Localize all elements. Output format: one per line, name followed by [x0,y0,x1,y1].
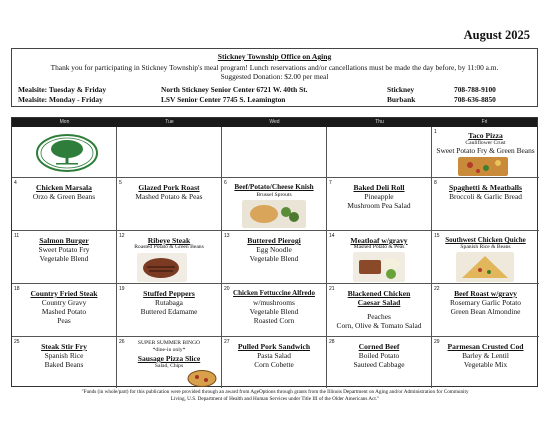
meal-side: Sweet Potato Fry & Green Beans [436,146,535,155]
calendar-day-cell [327,337,432,388]
calendar-day-cell [117,231,222,284]
calendar-day-cell [432,284,539,337]
day-number: 4 [14,180,17,186]
calendar-cell-empty [117,127,222,178]
mealsite-phone: 708-788-9100 [454,85,496,94]
meal-title: Stuffed Peppers [143,289,195,298]
meal-title: Southwest Chicken Quiche [445,236,526,244]
calendar-day-cell [117,178,222,231]
meal-note: Mashed Potato & Peas [353,244,405,250]
day-number: 1 [434,129,437,135]
meal-note: Spanish Rice & Beans [460,244,511,250]
weekday-mon: Mon [59,119,70,125]
meal-side: Barley & Lentil [462,351,509,360]
calendar-day-cell [117,284,222,337]
taco-pizza-photo [458,157,508,176]
meatloaf-photo [353,252,405,282]
calendar-day-cell [222,231,327,284]
calendar-day-cell [12,337,117,388]
meal-side: Peas [57,316,71,325]
mealsite-town: Burbank [387,95,416,104]
calendar-day-cell [432,231,539,284]
meal-side: Boiled Potato [358,351,400,360]
meal-title-line2: Caesar Salad [357,298,401,307]
calendar-cell-empty [222,127,327,178]
meal-side: Sweet Potato Fry [38,245,90,254]
meal-side: Corn Cobette [254,360,294,369]
township-logo [36,134,98,172]
meal-side: Rosemary Garlic Potato [449,298,522,307]
day-number: 21 [329,286,335,292]
day-number: 27 [224,339,230,345]
weekday-tue: Tue [165,119,174,125]
calendar-cell-empty [327,127,432,178]
day-number: 20 [224,286,230,292]
meal-title: Chicken Marsala [36,183,92,192]
meal-side: Broccoli & Garlic Bread [449,192,522,201]
meal-title: Sausage Pizza Slice [137,354,201,363]
quiche-photo [456,252,514,282]
footnote-line: "Funds (in whole/part) for this publication were provided through an award from AgeOptions through grants from the Illinois Department on Aging and/or Administration for Community [81,389,469,395]
meal-side: Vegetable Blend [249,254,299,263]
meal-title: Taco Pizza [468,131,503,140]
day-number: 12 [119,233,125,239]
weekday-wed: Wed [269,119,280,125]
month-title: August 2025 [463,28,530,42]
info-box [11,48,538,107]
dine-in-note: *dine-in only* [152,347,186,353]
meal-title: Pulled Pork Sandwich [237,342,311,351]
meal-side: Rutabaga [155,298,183,307]
meal-side: Corn, Olive & Tomato Salad [336,321,422,330]
meal-title: Meatloaf w/gravy [350,236,408,245]
calendar-day-cell [117,337,222,388]
calendar-day-cell [432,337,539,388]
mealsite-town: Stickney [387,85,415,94]
calendar-day-cell [327,231,432,284]
calendar-cell-empty [12,127,117,178]
calendar-day-cell [327,178,432,231]
meal-side: Mushroom Pea Salad [347,201,411,210]
day-number: 22 [434,286,440,292]
weekday-fri: Fri [481,119,488,125]
meal-side: Sauteed Cabbage [353,360,405,369]
meal-side: Country Gravy [41,298,87,307]
meal-side: Green Bean Almondine [450,307,521,316]
meal-side: Baked Beans [44,360,84,369]
calendar-day-cell [432,178,539,231]
weekday-header [12,118,537,127]
calendar-day-cell [432,127,539,178]
pizza-slice-photo [187,370,217,387]
knish-photo [242,200,306,228]
mealsite-phone: 708-636-8850 [454,95,496,104]
meal-title: Chicken Fettuccine Alfredo [233,289,315,297]
day-number: 18 [14,286,20,292]
day-number: 13 [224,233,230,239]
meal-side: Spanish Rice [44,351,84,360]
meal-side: Vegetable Blend [39,254,89,263]
menu-calendar [11,117,538,387]
meal-side: w/mushrooms [253,298,295,307]
funding-footnote [20,389,530,402]
meal-title: Baked Deli Roll [353,183,405,192]
day-number: 28 [329,339,335,345]
ribeye-photo [137,253,187,282]
day-number: 7 [329,180,332,186]
meal-title: Glazed Pork Roast [138,183,200,192]
calendar-day-cell [12,231,117,284]
calendar-day-cell [327,284,432,337]
meal-side: Orzo & Green Beans [32,192,96,201]
meal-note: Salad, Chips [154,363,184,369]
meal-title: Beef/Potato/Cheese Knish [234,183,314,191]
intro-text: Thank you for participating in Stickney Township's meal program! Lunch reservations and/or cancellations must be made the day before, by 11:00 a.m. [50,63,499,72]
meal-side: Peaches [367,312,391,321]
day-number: 6 [224,180,227,186]
day-number: 29 [434,339,440,345]
mealsite-schedule: Mealsite: Monday - Friday [18,95,103,104]
meal-side: Vegetable Blend [249,307,299,316]
day-number: 26 [119,339,125,345]
bingo-banner: SUPER SUMMER BINGO [137,340,201,346]
meal-side: Vegetable Mix [463,360,508,369]
meal-title: Country Fried Steak [30,289,98,298]
meal-title: Blackened Chicken [347,289,411,298]
calendar-day-cell [12,178,117,231]
day-number: 19 [119,286,125,292]
meal-note: Brussel Sprouts [256,192,292,198]
meal-title: Steak Stir Fry [41,342,87,351]
meal-title: Salmon Burger [39,236,89,245]
calendar-day-cell [222,337,327,388]
meal-side: Roasted Corn [253,316,295,325]
day-number: 5 [119,180,122,186]
meal-note: Roasted Potato & Green Beans [134,244,204,250]
mealsite-center: North Stickney Senior Center 6721 W. 40th St. [161,85,308,94]
weekday-thu: Thu [375,119,384,125]
meal-side: Buttered Edamame [140,307,198,316]
meal-side: Egg Noodle [256,245,292,254]
meal-title: Spaghetti & Meatballs [449,183,522,192]
mealsite-schedule: Mealsite: Tuesday & Friday [18,85,107,94]
meal-side: Pineapple [364,192,394,201]
meal-title: Corned Beef [358,342,400,351]
day-number: 14 [329,233,335,239]
footnote-line: Living, U.S. Department of Health and Human Services under Title III of the Older Americans Act." [170,395,380,402]
calendar-day-cell [222,284,327,337]
meal-title: Parmesan Crusted Cod [447,342,524,351]
meal-side: Mashed Potato [41,307,87,316]
meal-title: Buttered Pierogi [247,236,301,245]
meal-title: Ribeye Steak [147,236,191,245]
office-title: Stickney Township Office on Aging [217,52,332,61]
day-number: 8 [434,180,437,186]
meal-side: Pasta Salad [257,351,291,360]
day-number: 25 [14,339,20,345]
meal-note: Cauliflower Crust [465,140,506,146]
meal-side: Mashed Potato & Peas [135,192,203,201]
day-number: 11 [14,233,20,239]
calendar-day-cell [12,284,117,337]
day-number: 15 [434,233,440,239]
suggested-donation: Suggested Donation: $2.00 per meal [220,72,329,81]
calendar-day-cell [222,178,327,231]
meal-title: Beef Roast w/gravy [454,289,517,298]
mealsite-center: LSV Senior Center 7745 S. Leamington [161,95,286,104]
